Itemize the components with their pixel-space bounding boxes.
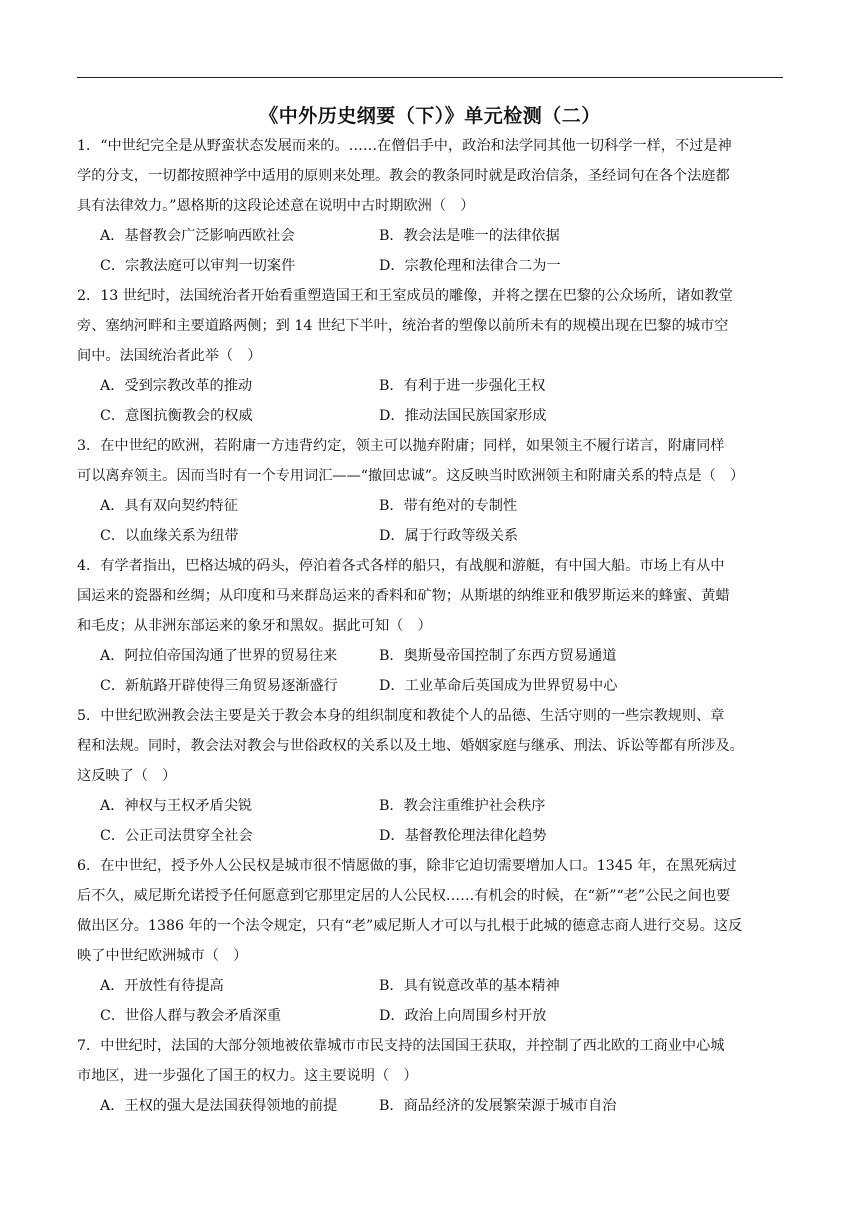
question-list	[77, 131, 785, 1121]
option-row	[77, 521, 785, 551]
option-row	[77, 641, 785, 671]
question-stem-line: 和毛皮；从非洲东部运来的象牙和黑奴。据此可知（ ）	[77, 618, 432, 634]
question-stem-line: 做出区分。1386 年的一个法令规定，只有“老”威尼斯人才可以与扎根于此城的德意志商人进行交易。这反	[77, 918, 743, 934]
option-row	[77, 791, 785, 821]
answer-option: B．商品经济的发展繁荣源于城市自治	[379, 1098, 617, 1114]
answer-option: B．具有锐意改革的基本精神	[379, 978, 560, 994]
answer-option: D．宗教伦理和法律合二为一	[379, 258, 561, 274]
answer-option: C．宗教法庭可以审判一切案件	[100, 258, 296, 274]
question-stem-line: 国运来的瓷器和丝绸；从印度和马来群岛运来的香料和矿物；从斯堪的纳维亚和俄罗斯运来的蜂蜜、黄蜡	[77, 588, 730, 604]
question-6	[77, 851, 785, 1031]
question-stem-line: 后不久，威尼斯允诺授予任何愿意到它那里定居的人公民权……有机会的时候，在“新”“老”公民之间也要	[77, 888, 731, 904]
question-stem-line: 3．在中世纪的欧洲，若附庸一方违背约定，领主可以抛弃附庸；同样，如果领主不履行诺言，附庸同样	[77, 438, 725, 454]
answer-option: A．阿拉伯帝国沟通了世界的贸易往来	[100, 648, 338, 664]
option-row	[77, 251, 785, 281]
question-stem-line: 可以离弃领主。因而当时有一个专用词汇——“撤回忠诚”。这反映当时欧洲领主和附庸关系的特点是（ ）	[77, 468, 745, 484]
question-1	[77, 131, 785, 281]
question-stem-line: 映了中世纪欧洲城市（ ）	[77, 948, 248, 964]
option-row	[77, 371, 785, 401]
answer-option: D．政治上向周围乡村开放	[379, 1008, 547, 1024]
answer-option: B．奥斯曼帝国控制了东西方贸易通道	[379, 648, 617, 664]
answer-option: D．推动法国民族国家形成	[379, 408, 547, 424]
question-stem-line: 6．在中世纪，授予外人公民权是城市很不情愿做的事，除非它迫切需要增加人口。1345 年，在黑死病过	[77, 858, 737, 874]
answer-option: B．教会法是唯一的法律依据	[379, 228, 560, 244]
answer-option: D．属于行政等级关系	[379, 528, 519, 544]
option-row	[77, 221, 785, 251]
answer-option: C．以血缘关系为纽带	[100, 528, 239, 544]
answer-option: A．受到宗教改革的推动	[100, 378, 253, 394]
answer-option: A．开放性有待提高	[100, 978, 224, 994]
page-title: 《中外历史纲要（下）》单元检测（二）	[259, 105, 601, 127]
answer-option: B．教会注重维护社会秩序	[379, 798, 546, 814]
option-row	[77, 821, 785, 851]
answer-option: C．新航路开辟使得三角贸易逐渐盛行	[100, 678, 338, 694]
question-stem-line: 旁、塞纳河畔和主要道路两侧；到 14 世纪下半叶，统治者的塑像以前所未有的规模出现在巴黎的城市空	[77, 318, 729, 334]
question-stem-line: 7．中世纪时，法国的大部分领地被依靠城市市民支持的法国国王获取，并控制了西北欧的工商业中心城	[77, 1038, 725, 1054]
question-5	[77, 701, 785, 851]
option-row	[77, 671, 785, 701]
question-stem-line: 市地区，进一步强化了国王的权力。这主要说明（ ）	[77, 1068, 418, 1084]
question-stem-line: 间中。法国统治者此举（ ）	[77, 348, 262, 364]
question-stem-line: 这反映了（ ）	[77, 768, 177, 784]
question-stem-line: 2．13 世纪时，法国统治者开始看重塑造国王和王室成员的雕像，并将之摆在巴黎的公众场所，诸如教堂	[77, 288, 733, 304]
question-3	[77, 431, 785, 551]
option-row	[77, 1091, 785, 1121]
option-row	[77, 401, 785, 431]
answer-option: A．神权与王权矛盾尖锐	[100, 798, 253, 814]
question-stem-line: 程和法规。同时，教会法对教会与世俗政权的关系以及土地、婚姻家庭与继承、刑法、诉讼等都有所涉及。	[77, 738, 744, 754]
option-row	[77, 491, 785, 521]
answer-option: C．世俗人群与教会矛盾深重	[100, 1008, 282, 1024]
answer-option: A．王权的强大是法国获得领地的前提	[100, 1098, 338, 1114]
answer-option: A．具有双向契约特征	[100, 498, 238, 514]
option-row	[77, 1001, 785, 1031]
question-stem-line: 5．中世纪欧洲教会法主要是关于教会本身的组织制度和教徒个人的品德、生活守则的一些宗教规则、章	[77, 708, 725, 724]
answer-option: B．带有绝对的专制性	[379, 498, 518, 514]
question-7	[77, 1031, 785, 1121]
answer-option: D．基督教伦理法律化趋势	[379, 828, 547, 844]
answer-option: C．意图抗衡教会的权威	[100, 408, 253, 424]
question-stem-line: 学的分支，一切都按照神学中适用的原则来处理。教会的教条同时就是政治信条，圣经词句在各个法庭都	[77, 168, 730, 184]
question-4	[77, 551, 785, 701]
option-row	[77, 971, 785, 1001]
header-rule	[77, 77, 783, 78]
question-stem-line: 具有法律效力。”恩格斯的这段论述意在说明中古时期欧洲（ ）	[77, 198, 475, 214]
answer-option: A．基督教会广泛影响西欧社会	[100, 228, 295, 244]
question-stem-line: 1．“中世纪完全是从野蛮状态发展而来的。……在僧侣手中，政治和法学同其他一切科学一样，不过是神	[77, 138, 732, 154]
question-stem-line: 4．有学者指出，巴格达城的码头，停泊着各式各样的船只，有战舰和游艇，有中国大船。市场上有从中	[77, 558, 725, 574]
question-2	[77, 281, 785, 431]
answer-option: B．有利于进一步强化王权	[379, 378, 546, 394]
answer-option: D．工业革命后英国成为世界贸易中心	[379, 678, 618, 694]
answer-option: C．公正司法贯穿全社会	[100, 828, 253, 844]
